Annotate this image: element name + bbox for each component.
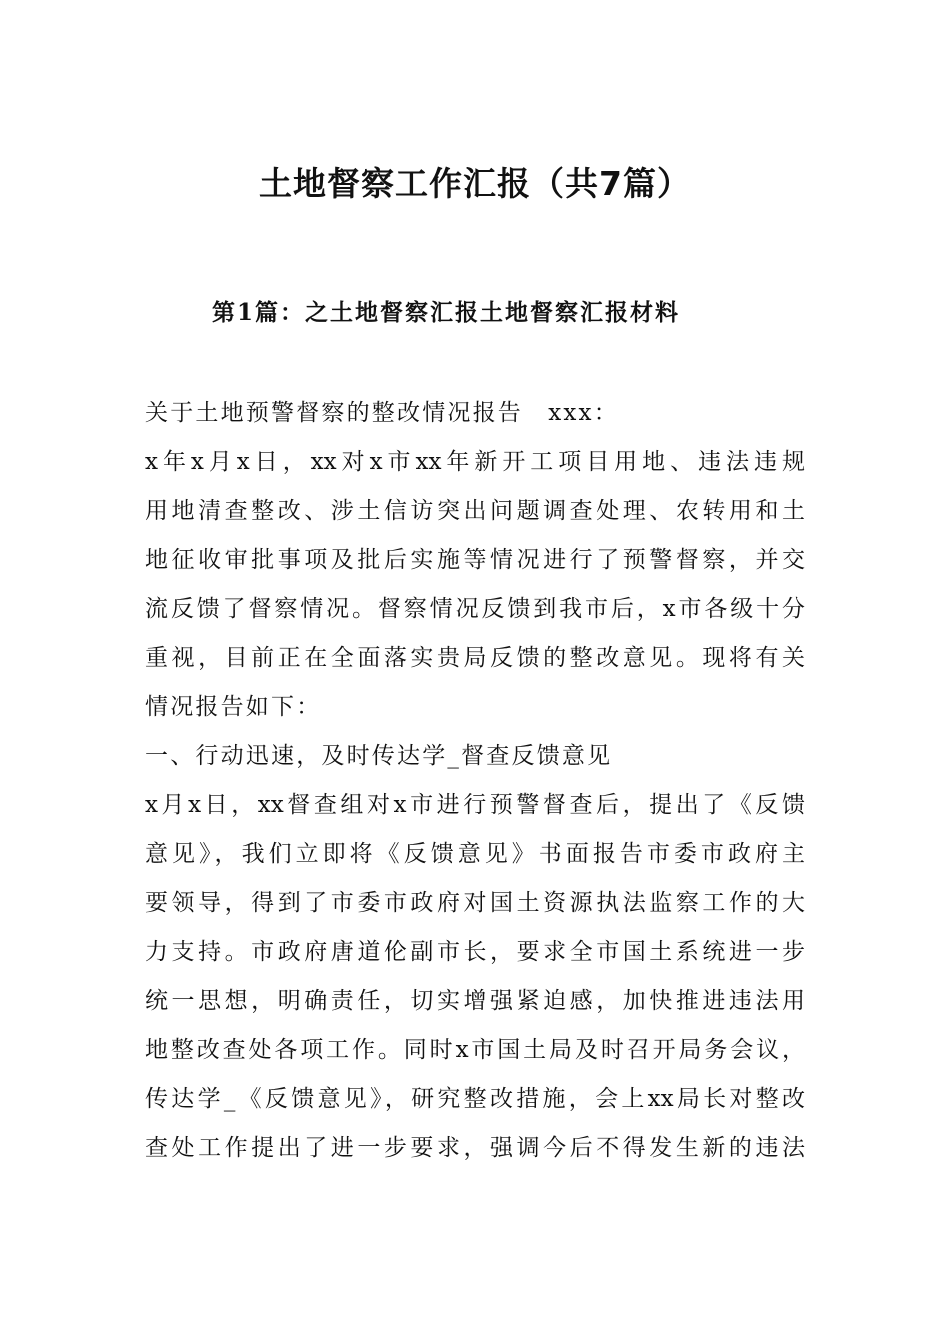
text-line: 要领导，得到了市委市政府对国土资源执法监察工作的大 [145, 890, 805, 916]
text-line: 地整改查处各项工作。同时x市国土局及时召开局务会议， [145, 1037, 805, 1063]
text-line: 关于土地预警督察的整改情况报告 xxx： [145, 400, 619, 426]
text-line: 用地清查整改、涉土信访突出问题调查处理、农转用和土 [145, 498, 805, 524]
text-line: 一、行动迅速，及时传达学_督查反馈意见 [145, 743, 613, 769]
text-line: 力支持。市政府唐道伦副市长，要求全市国土系统进一步 [145, 939, 805, 965]
text-line: 重视，目前正在全面落实贵局反馈的整改意见。现将有关 [145, 645, 805, 671]
text-line: 传达学_《反馈意见》，研究整改措施，会上xx局长对整改 [145, 1086, 805, 1112]
text-line: 查处工作提出了进一步要求，强调今后不得发生新的违法 [145, 1135, 805, 1161]
text-line: 流反馈了督察情况。督察情况反馈到我市后，x市各级十分 [145, 596, 805, 622]
text-line: x年x月x日，xx对x市xx年新开工项目用地、违法违规 [145, 449, 805, 475]
body-text [145, 393, 815, 1177]
document-title: 土地督察工作汇报（共7篇） [259, 164, 691, 203]
text-line: 地征收审批事项及批后实施等情况进行了预警督察，并交 [145, 547, 805, 573]
text-line: 统一思想，明确责任，切实增强紧迫感，加快推进违法用 [145, 988, 805, 1014]
chapter-title: 第1篇：之土地督察汇报土地督察汇报材料 [212, 299, 681, 326]
text-line: 情况报告如下： [145, 694, 322, 720]
text-line: 意见》，我们立即将《反馈意见》书面报告市委市政府主 [145, 841, 805, 867]
text-line: x月x日，xx督查组对x市进行预警督查后，提出了《反馈 [145, 792, 805, 818]
